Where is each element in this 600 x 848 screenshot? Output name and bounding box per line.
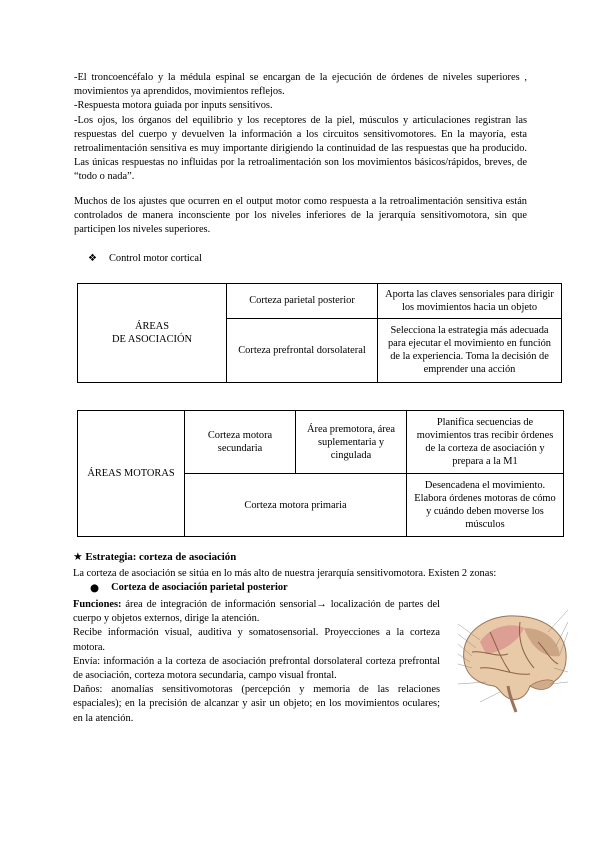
subheading-parietal [90,582,288,594]
premotor-cell: Área premotora, área suplementaria y cingulada [296,411,407,474]
sends-line: Envía: información a la corteza de asociación prefrontal dorsolateral corteza prefrontal de asociación, corteza motora secundaria, campo visual frontal. [73,655,440,682]
intro-line-3: -Los ojos, los órganos del equilibrio y los receptores de la piel, músculos y articulaciones registran las respuestas del cuerpo y devuelven la información a los circuitos sensitivomotores. En la mayoría, esta retroalimentación sensitiva es muy importante dirigiendo la continuidad de las respuestas que ha producido. Las únicas respuestas no influidas por la retroalimentación son los movimientos básicos/rápidos, breves, de “todo o nada”. [74,114,527,183]
association-header: ÁREAS DE ASOCIACIÓN [78,284,227,383]
intro-line-2: -Respuesta motora guiada por inputs sensitivos. [74,100,273,112]
functions-line [73,598,440,626]
intro-section [74,71,527,185]
strategy-heading [73,550,236,563]
section-heading-cortical [88,253,202,264]
strategy-title: Estrategia: corteza de asociación [85,551,237,563]
association-areas-table [77,283,562,383]
section-heading-text: Control motor cortical [108,253,202,264]
subheading-text: Corteza de asociación parietal posterior [111,582,288,593]
intro-line-1: -El troncoencéfalo y la médula espinal se encargan de la ejecución de órdenes de niveles superiores , movimientos ya aprendidos, movimientos reflejos. [74,72,527,98]
posterior-parietal-function: Aporta las claves sensoriales para dirigir los movimientos hacia un objeto [378,284,562,319]
paragraph-feedback: Muchos de los ajustes que ocurren en el output motor como respuesta a la retroalimentación sensitiva están controlados de manera inconsciente por los niveles inferiores de la jerarquía sensitivomotora, sin que participen los niveles superiores. [74,196,527,236]
primary-motor-cell: Corteza motora primaria [185,474,407,537]
diamond-bullet-icon: ❖ [88,253,97,264]
motor-areas-table [77,410,564,537]
primary-motor-function: Desencadena el movimiento. Elabora órdenes motoras de cómo y cuándo deben moverse los músculos [407,474,564,537]
posterior-parietal-cell: Corteza parietal posterior [227,284,378,319]
strategy-text: La corteza de asociación se sitúa en lo más alto de nuestra jerarquía sensitivomotora. Existen 2 zonas: [73,568,497,579]
star-icon: ★ [73,550,83,563]
functions-text: área de integración de información sensorial→ localización de partes del cuerpo y objetos externos, dirige la atención. [73,599,440,625]
dot-bullet-icon: ● [90,582,100,594]
dorsolateral-prefrontal-function: Selecciona la estrategia más adecuada para ejecutar el movimiento en función de la experiencia. Toma la decisión de emprender una acción [378,318,562,382]
functions-label: Funciones: [73,599,122,610]
dorsolateral-prefrontal-cell: Corteza prefrontal dorsolateral [227,318,378,382]
motor-header: ÁREAS MOTORAS [78,411,185,537]
secondary-motor-function: Planifica secuencias de movimientos tras recibir órdenes de la corteza de asociación y prepara a la M1 [407,411,564,474]
receives-line: Recibe información visual, auditiva y somatosensorial. Proyecciones a la corteza motora. [73,627,440,653]
secondary-motor-cell: Corteza motora secundaria [185,411,296,474]
damage-line: Daños: anomalías sensitivomotoras (percepción y memoria de las relaciones espaciales); en la precisión de alcanzar y asir un objeto; en los movimientos oculares; en la atención. [73,684,440,724]
parietal-details [73,598,440,726]
brain-illustration [450,602,575,714]
